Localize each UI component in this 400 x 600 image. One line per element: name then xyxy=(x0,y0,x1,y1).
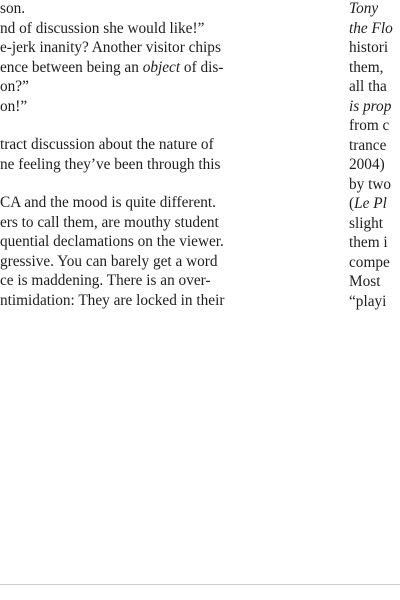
text-line: histori xyxy=(349,39,389,56)
text-line: Most xyxy=(349,273,381,290)
left-text-column xyxy=(0,0,300,310)
emphasis-object: object xyxy=(142,58,181,76)
text-line: ence between being an object of dis- xyxy=(0,58,224,76)
text-line: gressive. You can barely get a word xyxy=(0,252,218,270)
text-line: on!” xyxy=(0,97,28,115)
text-line: all tha xyxy=(349,78,387,95)
text-line: e-jerk inanity? Another visitor chips xyxy=(0,39,221,56)
bottom-rule xyxy=(0,584,400,585)
text-line: them, xyxy=(349,58,384,76)
text-line: them i xyxy=(349,234,388,251)
right-text-column xyxy=(349,0,400,311)
text-line: tract discussion about the nature of xyxy=(0,136,214,153)
text-line: slight xyxy=(349,214,383,232)
text-line: son. xyxy=(0,0,26,17)
text-line: ers to call them, are mouthy student xyxy=(0,213,219,231)
text-line: (Le Pl xyxy=(349,195,387,212)
text-line: trance xyxy=(349,136,387,154)
text-line: the Flo xyxy=(349,19,393,37)
text-line: Tony xyxy=(349,0,379,17)
text-line: “playi xyxy=(349,292,387,310)
text-line: on?” xyxy=(0,78,29,95)
text-line: by two xyxy=(349,175,392,193)
text-line: CA and the mood is quite different. xyxy=(0,194,216,211)
text-line: is prop xyxy=(349,97,392,115)
text-line: quential declamations on the viewer. xyxy=(0,233,224,250)
text-line: nd of discussion she would like!” xyxy=(0,19,205,37)
text-line: 2004) xyxy=(349,156,385,173)
text-line: ce is maddening. There is an over- xyxy=(0,272,211,289)
text-line: ne feeling they’ve been through this xyxy=(0,155,221,173)
text-line: from c xyxy=(349,117,390,134)
text-line: ntimidation: They are locked in their xyxy=(0,291,225,309)
text-line: compe xyxy=(349,253,390,271)
